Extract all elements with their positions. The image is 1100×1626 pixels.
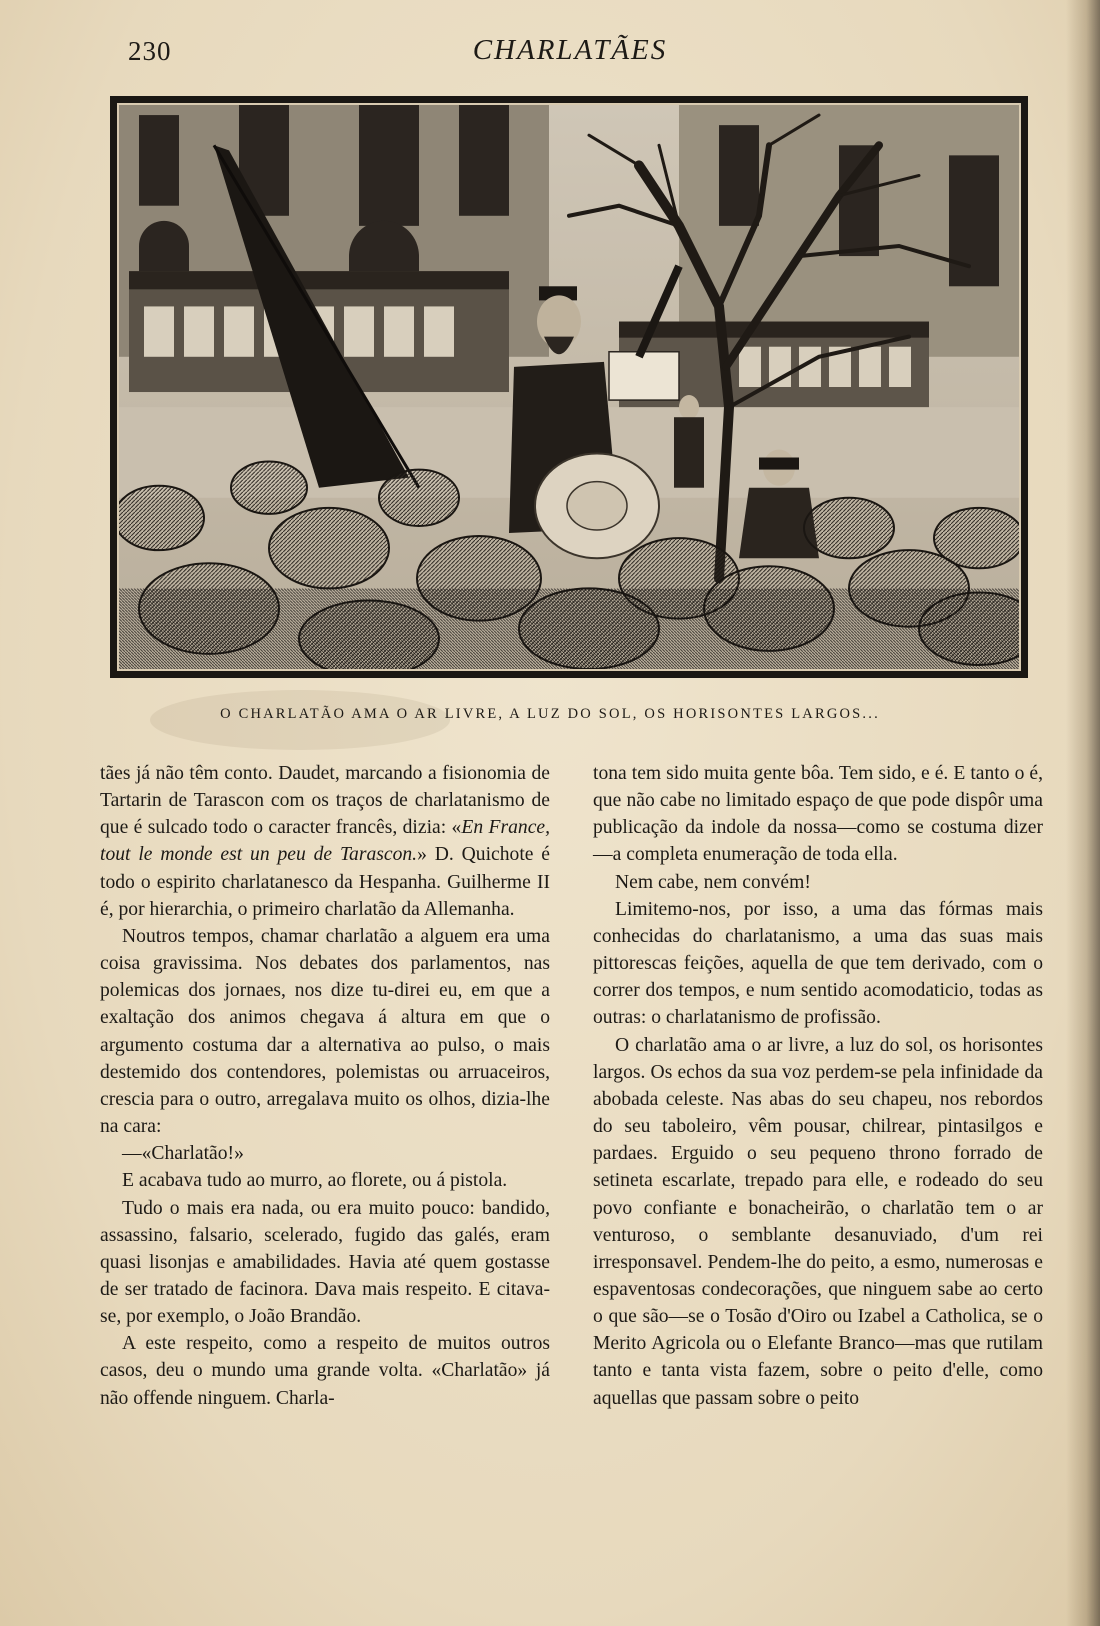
- paragraph-text: » D. Quichote é todo o espirito charlatanesco da Hespanha. Guilherme II é, por hierarchia, o primeiro charlatão da Allemanha.: [100, 844, 551, 920]
- paragraph-text: tães já não têm conto. Daudet, marcando a fisionomia de Tartarin de Tarascon com os traços de charlatanismo de que é sulcado todo o caracter francês, dizia: «: [100, 763, 550, 839]
- paragraph: E acabava tudo ao murro, ao florete, ou á pistola.: [122, 1170, 508, 1192]
- street-scene-illustration: [119, 105, 1019, 669]
- figure-caption: O CHARLATÃO AMA O AR LIVRE, A LUZ DO SOL, OS HORISONTES LARGOS...: [220, 706, 880, 722]
- paragraph: Nem cabe, nem convém!: [615, 871, 811, 893]
- left-column: [100, 760, 550, 1412]
- paragraph: Limitemo-nos, por isso, a uma das fórmas mais conhecidas do charlatanismo, a uma das suas mais pittorescas feições, aquella de que tem derivado, com o correr dos tempos, e num sentido acomodaticio, todas as outras: o charlatanismo de profissão.: [593, 898, 1043, 1029]
- french-quote: En France, tout le monde est un peu de Tarascon.: [100, 817, 550, 866]
- paragraph: O charlatão ama o ar livre, a luz do sol, os horisontes largos. Os echos da sua voz perdem-se pela infinidade da abobada celeste. Nas abas do seu chapeu, nos rebordos do seu taboleiro, vêm pousar, chilrear, pintasilgos e pardaes. Erguido o seu pequeno throno forrado de setineta escarlate, trepado para elle, e rodeado do seu povo confiante e bonacheirão, o charlatão tem o ar venturoso, o semblante desanuviado, d'um rei irresponsavel. Pendem-lhe do peito, a esmo, numerosas e espaventosas condecorações, que ninguem sabe ao certo o que são—se o Tosão d'Oiro ou Izabel a Catholica, se o Merito Agricola ou o Elefante Branco—mas que rutilam tanto e tanta vista fazem, sobre o peito d'elle, como aquellas que passam sobre o peito: [593, 1034, 1043, 1409]
- running-title: CHARLATÃES: [472, 34, 668, 66]
- illustration-frame: [110, 96, 1028, 678]
- paragraph: tona tem sido muita gente bôa. Tem sido, e é. E tanto o é, que não cabe no limitado espaço de que pode dispôr uma publicação da indole da nossa—como se costuma dizer—a completa enumeração de toda ella.: [593, 763, 1043, 866]
- paragraph: [100, 760, 550, 923]
- paragraph: Tudo o mais era nada, ou era muito pouco: bandido, assassino, falsario, scelerado, fugido das galés, eram quasi lisonjas e amabilidades. Havia até quem gostasse de ser tratado de facinora. Dava mais respeito. E citava-se, por exemplo, o João Brandão.: [100, 1197, 550, 1328]
- page-edge-shadow: [1066, 0, 1100, 1626]
- page-number: 230: [128, 36, 172, 66]
- right-column: [593, 760, 1043, 1412]
- paragraph: A este respeito, como a respeito de muitos outros casos, deu o mundo uma grande volta. «Charlatão» já não offende ninguem. Charla-: [100, 1333, 550, 1409]
- paragraph: —«Charlatão!»: [122, 1143, 244, 1165]
- paragraph: Noutros tempos, chamar charlatão a alguem era uma coisa gravissima. Nos debates dos parlamentos, nas polemicas dos jornaes, nos dize tu-direi eu, em que a exaltação dos animos chegava á altura em que o argumento costuma dar a alternativa ao pulso, o mais destemido dos contendores, polemistas ou arruaceiros, crescia para o outro, arregalava muito os olhos, dizia-lhe na cara:: [100, 925, 550, 1138]
